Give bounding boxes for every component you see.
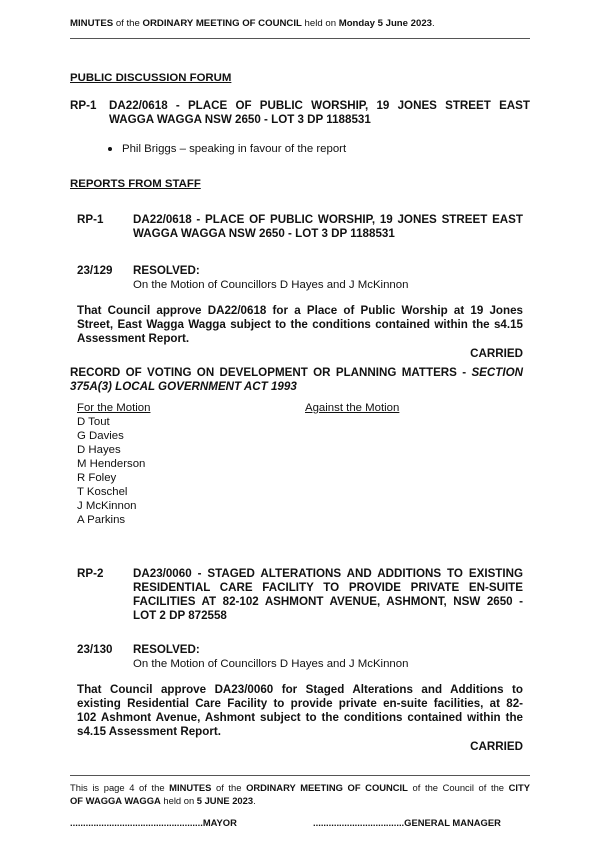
header-date: Monday 5 June 2023 (338, 18, 433, 29)
header-text: of the (113, 18, 143, 29)
forum-speaker: Phil Briggs – speaking in favour of the report (122, 143, 347, 155)
footer-text: This is page 4 of the (70, 782, 170, 793)
footer-minutes: MINUTES (169, 782, 212, 793)
voter-name: D Hayes (77, 444, 121, 456)
rp1-carried: CARRIED (470, 347, 523, 360)
rp1-resolved-label: RESOLVED: (133, 264, 200, 277)
forum-speaker-item (108, 142, 346, 156)
footer-city-name: OF WAGGA WAGGA (70, 795, 161, 806)
footer-text: . (253, 795, 256, 806)
rp2-resolution-number: 23/130 (77, 643, 113, 656)
mayor-signature-line: ...................................................MAYOR (70, 817, 237, 828)
voter-name: M Henderson (77, 458, 146, 470)
reports-heading: REPORTS FROM STAFF (70, 178, 201, 190)
rp2-resolution-line4: s4.15 Assessment Report. (77, 725, 221, 738)
rp1-motion: On the Motion of Councillors D Hayes and J McKinnon (133, 279, 409, 291)
voting-heading-line1 (70, 366, 523, 380)
rp2-code: RP-2 (77, 567, 104, 580)
voting-heading-line2: 375A(3) LOCAL GOVERNMENT ACT 1993 (70, 380, 297, 393)
voter-name: A Parkins (77, 514, 126, 526)
voter-name: D Tout (77, 416, 110, 428)
forum-item-title-line2: WAGGA WAGGA NSW 2650 - LOT 3 DP 1188531 (109, 113, 371, 126)
header-divider (70, 38, 530, 39)
forum-item-title-line1: DA22/0618 - PLACE OF PUBLIC WORSHIP, 19 JONES STREET EAST (109, 99, 530, 112)
footer-text: of the (211, 782, 247, 793)
rp2-title-line4: LOT 2 DP 872558 (133, 609, 227, 622)
rp2-title-line3: FACILITIES AT 82-102 ASHMONT AVENUE, ASHMONT, NSW 2650 - (133, 595, 523, 608)
rp2-resolution-line1: That Council approve DA23/0060 for Staged Alterations and Additions to (77, 683, 523, 696)
voting-heading-text: RECORD OF VOTING ON DEVELOPMENT OR PLANNING MATTERS - (70, 366, 472, 379)
rp1-resolution-number: 23/129 (77, 264, 113, 277)
header-minutes: MINUTES (70, 18, 114, 29)
header-text: . (432, 18, 435, 29)
header-meeting: ORDINARY MEETING OF COUNCIL (142, 18, 302, 29)
voter-name: G Davies (77, 430, 124, 442)
footer-text: of the Council of the (407, 782, 509, 793)
header-text: held on (301, 18, 339, 29)
rp1-title-line1: DA22/0618 - PLACE OF PUBLIC WORSHIP, 19 JONES STREET EAST (133, 213, 523, 226)
rp2-motion: On the Motion of Councillors D Hayes and J McKinnon (133, 658, 409, 670)
forum-item-code: RP-1 (70, 99, 97, 112)
footer-date: 5 JUNE 2023 (196, 795, 254, 806)
footer-line2 (70, 794, 530, 807)
against-motion-label: Against the Motion (305, 402, 400, 414)
rp1-title-line2: WAGGA WAGGA NSW 2650 - LOT 3 DP 1188531 (133, 227, 395, 240)
rp2-resolution-line2: existing Residential Care Facility to provide private en-suite facilities, at 82- (77, 697, 523, 710)
page-header (70, 18, 435, 29)
rp2-title-line1: DA23/0060 - STAGED ALTERATIONS AND ADDITIONS TO EXISTING (133, 567, 523, 580)
for-motion-label: For the Motion (77, 402, 151, 414)
footer-divider (70, 775, 530, 776)
rp2-title-line2: RESIDENTIAL CARE FACILITY TO PROVIDE PRIVATE EN-SUITE (133, 581, 523, 594)
rp1-resolution-line3: Assessment Report. (77, 332, 190, 345)
footer-city: CITY (508, 782, 530, 793)
footer-line1 (70, 781, 530, 794)
general-manager-signature-line: ...................................GENERAL MANAGER (313, 817, 501, 828)
voter-name: R Foley (77, 472, 117, 484)
voting-heading-section: SECTION (471, 366, 523, 379)
footer-meeting: ORDINARY MEETING OF COUNCIL (246, 782, 408, 793)
voter-list (77, 415, 145, 527)
footer-text: held on (160, 795, 197, 806)
rp1-resolution-line2: Street, East Wagga Wagga subject to the conditions contained within the s4.15 (77, 318, 523, 331)
page-footer (70, 781, 530, 807)
rp2-resolution-line3: 102 Ashmont Avenue, Ashmont subject to the conditions contained within the (77, 711, 523, 724)
public-forum-heading: PUBLIC DISCUSSION FORUM (70, 72, 232, 84)
rp2-carried: CARRIED (470, 740, 523, 753)
rp1-code: RP-1 (77, 213, 104, 226)
voter-name: J McKinnon (77, 500, 137, 512)
rp2-resolved-label: RESOLVED: (133, 643, 200, 656)
bullet-icon (108, 147, 112, 151)
rp1-resolution-line1: That Council approve DA22/0618 for a Place of Public Worship at 19 Jones (77, 304, 523, 317)
voter-name: T Koschel (77, 486, 128, 498)
